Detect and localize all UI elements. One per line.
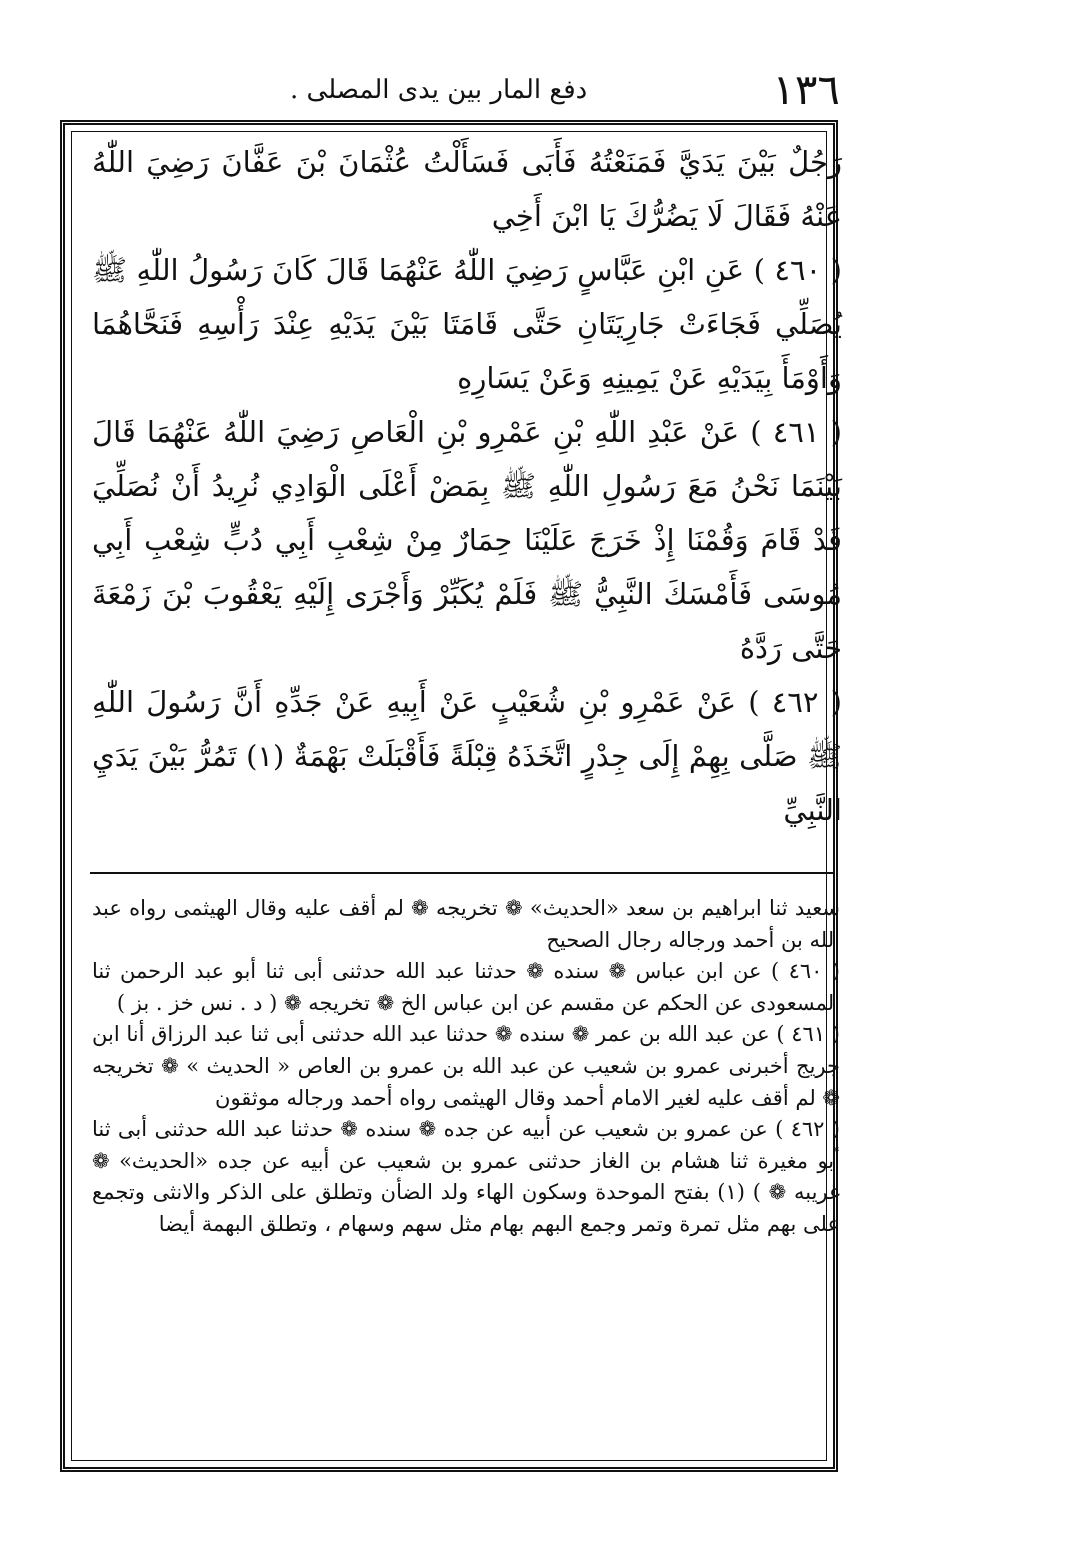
page-header [60,62,840,118]
commentary-block [92,893,840,1241]
hadith-text-block [92,135,842,837]
note-460: ( ٤٦٠ ) عن ابن عباس ❁ سنده ❁ حدثنا عبد الله حدثنى أبى ثنا أبو عبد الرحمن ثنا المسعودى عن الحكم عن مقسم عن ابن عباس الخ ❁ تخريجه ❁ ( د . نس خز . بز ) [92,959,841,1015]
note-461: ( ٤٦١ ) عن عبد الله بن عمر ❁ سنده ❁ حدثنا عبد الله حدثنى أبى ثنا عبد الرزاق أنا ابن جريج أخبرنى عمرو بن شعيب عن عبد الله بن عمرو بن العاص « الحديث » ❁ تخريجه ❁ لم أقف عليه لغير الامام أحمد وقال الهيثمى رواه أحمد ورجاله موثقون [92,1022,840,1110]
note-459: سعيد ثنا ابراهيم بن سعد «الحديث» ❁ تخريجه ❁ لم أقف عليه وقال الهيثمى رواه عبد الله بن أحمد ورجاله رجال الصحيح [92,896,840,952]
note-462: ( ٤٦٢ ) عن عمرو بن شعيب عن أبيه عن جده ❁ سنده ❁ حدثنا عبد الله حدثنى أبى ثنا أبو مغيرة ثنا هشام بن الغاز حدثنى عمرو بن شعيب عن أبيه عن جده «الحديث» ❁ غريبه ❁ ) (١) بفتح الموحدة وسكون الهاء ولد الضأن وتطلق على الذكر والانثى وتجمع على بهم مثل تمرة وتمر وجمع البهم بهام مثل سهم وسهام ، وتطلق البهمة أيضا [92,1117,840,1236]
hadith-461: ( ٤٦١ ) عَنْ عَبْدِ اللّٰهِ بْنِ عَمْرِو بْنِ الْعَاصِ رَضِيَ اللّٰهُ عَنْهُمَا قَالَ بَيْنَمَا نَحْنُ مَعَ رَسُولِ اللّٰهِ ﷺ بِمَضْ أَعْلَى الْوَادِي نُرِيدُ أَنْ نُصَلِّيَ قَدْ قَامَ وَقُمْنَا إِذْ خَرَجَ عَلَيْنَا حِمَارٌ مِنْ شِعْبِ أَبِي دُبٍّ شِعْبِ أَبِي مُوسَى فَأَمْسَكَ النَّبِيُّ ﷺ فَلَمْ يُكَبِّرْ وَأَجْرَى إِلَيْهِ يَعْقُوبَ بْنَ زَمْعَةَ حَتَّى رَدَّهُ [92,415,842,665]
hadith-460: ( ٤٦٠ ) عَنِ ابْنِ عَبَّاسٍ رَضِيَ اللّٰهُ عَنْهُمَا قَالَ كَانَ رَسُولُ اللّٰهِ ﷺ يُصَلِّي فَجَاءَتْ جَارِيَتَانِ حَتَّى قَامَتَا بَيْنَ يَدَيْهِ عِنْدَ رَأْسِهِ فَنَحَّاهُمَا وَأَوْمَأَ بِيَدَيْهِ عَنْ يَمِينِهِ وَعَنْ يَسَارِهِ [92,253,842,395]
footnote-separator [90,872,835,874]
page-number: ١٣٦ [772,65,840,114]
hadith-459-end: رَجُلٌ بَيْنَ يَدَيَّ فَمَنَعْتُهُ فَأَبَى فَسَأَلْتُ عُثْمَانَ بْنَ عَفَّانَ رَضِيَ اللّٰهُ عَنْهُ فَقَالَ لَا يَضُرُّكَ يَا ابْنَ أَخِي [92,145,842,233]
running-title: دفع المار بين يدى المصلى . [290,75,588,105]
hadith-462: ( ٤٦٢ ) عَنْ عَمْرِو بْنِ شُعَيْبٍ عَنْ أَبِيهِ عَنْ جَدِّهِ أَنَّ رَسُولَ اللّٰهِ ﷺ صَلَّى بِهِمْ إِلَى جِدْرٍ اتَّخَذَهُ قِبْلَةً فَأَقْبَلَتْ بَهْمَةٌ (١) تَمُرُّ بَيْنَ يَدَيِ النَّبِيِّ [92,685,842,827]
